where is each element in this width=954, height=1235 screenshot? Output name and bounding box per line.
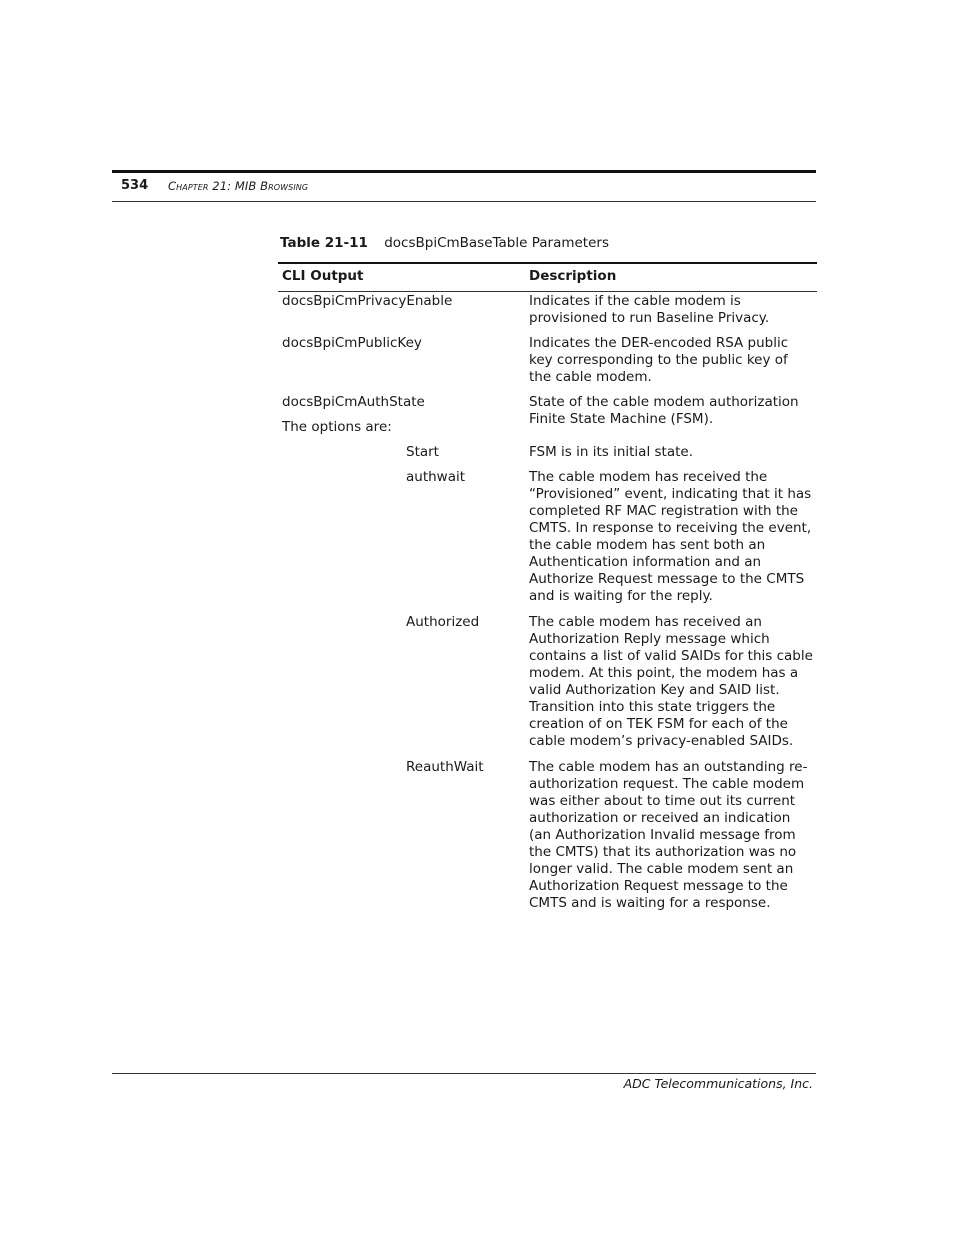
footer-rule <box>112 1073 816 1074</box>
option-description: The cable modem has received the “Provisioned” event, indicating that it has completed RF MAC registration with the CMTS. In response to receiving the event, the cable modem has sent both an Authentication information and an Authorize Request message to the CMTS and is waiting for the reply. <box>529 469 812 604</box>
option-description: FSM is in its initial state. <box>529 444 693 460</box>
option-description: The cable modem has received an Authorization Reply message which contains a list of valid SAIDs for this cable modem. At this point, the modem has a valid Authorization Key and SAID list. Transition into this state triggers the creation of on TEK FSM for each of the cable modem’s privacy-enabled SAIDs. <box>529 614 813 749</box>
table-caption <box>280 235 609 251</box>
option-name: authwait <box>406 469 466 485</box>
option-name: ReauthWait <box>406 759 484 775</box>
row-description: Indicates if the cable modem is provisioned to run Baseline Privacy. <box>529 293 770 326</box>
table-title: docsBpiCmBaseTable Parameters <box>384 235 609 251</box>
table-rule-top <box>278 262 817 264</box>
row-output: docsBpiCmAuthState <box>282 394 425 410</box>
option-description: The cable modem has an outstanding re-authorization request. The cable modem was either about to time out its current authorization or received an indication (an Authorization Invalid message from the CMTS) that its authorization was no longer valid. The cable modem sent an Authorization Request message to the CMTS and is waiting for a response. <box>529 759 808 911</box>
option-name: Authorized <box>406 614 480 630</box>
chapter-title: Chapter 21: MIB Browsing <box>168 179 309 193</box>
row-output: docsBpiCmPublicKey <box>282 335 422 351</box>
row-description: State of the cable modem authorization Finite State Machine (FSM). <box>529 394 799 427</box>
column-header-cli-output: CLI Output <box>282 268 364 284</box>
options-intro: The options are: <box>282 419 392 435</box>
page-number: 534 <box>121 178 149 193</box>
option-name: Start <box>406 444 439 460</box>
row-description: Indicates the DER-encoded RSA public key corresponding to the public key of the cable modem. <box>529 335 789 385</box>
table-label: Table 21-11 <box>280 235 368 251</box>
header-rule-top <box>112 170 816 173</box>
table-rule-header <box>278 291 817 292</box>
row-output: docsBpiCmPrivacyEnable <box>282 293 453 309</box>
footer-publisher: ADC Telecommunications, Inc. <box>623 1076 813 1091</box>
column-header-description: Description <box>529 268 617 284</box>
header-rule-bottom <box>112 201 816 202</box>
